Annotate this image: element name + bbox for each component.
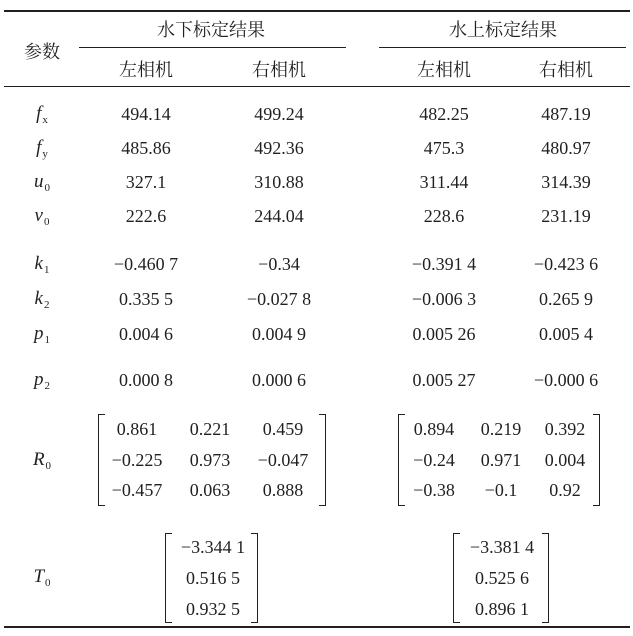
table-cell: 231.19 xyxy=(541,206,591,226)
param-symbol: $T_0$ xyxy=(33,566,51,589)
matrix-cell: 0.896 1 xyxy=(475,599,529,619)
matrix-cell: 0.392 xyxy=(544,419,586,439)
matrix-cell: 0.932 5 xyxy=(186,599,240,619)
table-cell: −0.027 8 xyxy=(246,289,312,309)
table-cell: 487.19 xyxy=(541,104,591,124)
matrix-cell: −0.457 xyxy=(111,480,163,500)
matrix-cell: 0.525 6 xyxy=(475,568,529,588)
param-symbol: $f_y$ xyxy=(36,137,48,160)
param-symbol: $R_0$ xyxy=(32,449,52,472)
table-cell: 327.1 xyxy=(125,172,167,192)
matrix-cell: −0.047 xyxy=(257,450,309,470)
matrix-bracket-left xyxy=(98,414,105,506)
matrix-cell: −3.381 4 xyxy=(469,537,535,557)
matrix-cell: 0.459 xyxy=(262,419,304,439)
table-cell: −0.34 xyxy=(258,254,300,274)
matrix-cell: 0.971 xyxy=(480,450,522,470)
matrix-bracket-right xyxy=(542,533,549,623)
table-cell: 0.005 26 xyxy=(412,324,476,344)
table-cell: −0.391 4 xyxy=(411,254,477,274)
top-rule xyxy=(4,10,630,12)
group-header-above-water: 水上标定结果 xyxy=(449,20,557,41)
table-cell: −0.006 3 xyxy=(411,289,477,309)
table-cell: 492.36 xyxy=(254,138,304,158)
matrix-cell: −0.38 xyxy=(413,480,455,500)
subheader-uw-right: 右相机 xyxy=(252,60,306,81)
param-symbol: $k_2$ xyxy=(34,288,50,311)
param-symbol: $f_x$ xyxy=(36,103,48,126)
subheader-uw-left: 左相机 xyxy=(119,60,173,81)
table-cell: 314.39 xyxy=(541,172,591,192)
matrix-cell: 0.894 xyxy=(413,419,455,439)
table-cell: 0.000 8 xyxy=(119,370,173,390)
header-rule xyxy=(4,86,630,87)
table-cell: 0.000 6 xyxy=(252,370,306,390)
matrix-bracket-left xyxy=(165,533,172,623)
param-symbol: $k_1$ xyxy=(34,253,50,276)
matrix-cell: −0.1 xyxy=(484,480,518,500)
table-cell: −0.000 6 xyxy=(533,370,599,390)
matrix-bracket-left xyxy=(398,414,405,506)
matrix-cell: −0.225 xyxy=(111,450,163,470)
rotation-matrix-above-water xyxy=(398,414,600,506)
table-cell: 0.004 9 xyxy=(252,324,306,344)
table-cell: 0.335 5 xyxy=(119,289,173,309)
matrix-cell: 0.92 xyxy=(549,480,581,500)
table-cell: 0.005 4 xyxy=(539,324,593,344)
subheader-aw-left: 左相机 xyxy=(417,60,471,81)
param-symbol: $v_0$ xyxy=(34,205,50,228)
table-cell: 499.24 xyxy=(254,104,304,124)
matrix-bracket-right xyxy=(251,533,258,623)
bottom-rule xyxy=(4,626,630,628)
rotation-matrix-underwater xyxy=(98,414,326,506)
matrix-cell: 0.221 xyxy=(189,419,231,439)
group-rule-above-water xyxy=(379,47,626,48)
matrix-cell: 0.516 5 xyxy=(186,568,240,588)
table-cell: −0.460 7 xyxy=(113,254,179,274)
matrix-bracket-right xyxy=(593,414,600,506)
table-cell: 0.004 6 xyxy=(119,324,173,344)
group-rule-underwater xyxy=(79,47,346,48)
matrix-cell: 0.888 xyxy=(262,480,304,500)
matrix-cell: 0.004 xyxy=(544,450,586,470)
param-symbol: $p_1$ xyxy=(34,323,50,346)
matrix-bracket-left xyxy=(453,533,460,623)
table-cell: 485.86 xyxy=(121,138,171,158)
translation-vector-above-water xyxy=(453,533,549,623)
translation-vector-underwater xyxy=(165,533,258,623)
matrix-cell: 0.219 xyxy=(480,419,522,439)
param-header: 参数 xyxy=(24,42,60,63)
table-cell: 228.6 xyxy=(423,206,465,226)
table-cell: 311.44 xyxy=(419,172,469,192)
subheader-aw-right: 右相机 xyxy=(539,60,593,81)
matrix-cell: −3.344 1 xyxy=(180,537,246,557)
table-cell: 475.3 xyxy=(423,138,465,158)
table-cell: 482.25 xyxy=(419,104,469,124)
table-cell: 0.005 27 xyxy=(412,370,476,390)
table-cell: 0.265 9 xyxy=(539,289,593,309)
matrix-bracket-right xyxy=(319,414,326,506)
group-header-underwater: 水下标定结果 xyxy=(157,20,265,41)
table-cell: −0.423 6 xyxy=(533,254,599,274)
table-cell: 244.04 xyxy=(254,206,304,226)
matrix-cell: 0.861 xyxy=(116,419,158,439)
matrix-cell: 0.973 xyxy=(189,450,231,470)
matrix-cell: 0.063 xyxy=(189,480,231,500)
param-symbol: $p_2$ xyxy=(34,369,50,392)
table-cell: 310.88 xyxy=(254,172,304,192)
table-cell: 494.14 xyxy=(121,104,171,124)
matrix-cell: −0.24 xyxy=(413,450,455,470)
table-cell: 222.6 xyxy=(125,206,167,226)
param-symbol: $u_0$ xyxy=(34,171,50,194)
table-cell: 480.97 xyxy=(541,138,591,158)
